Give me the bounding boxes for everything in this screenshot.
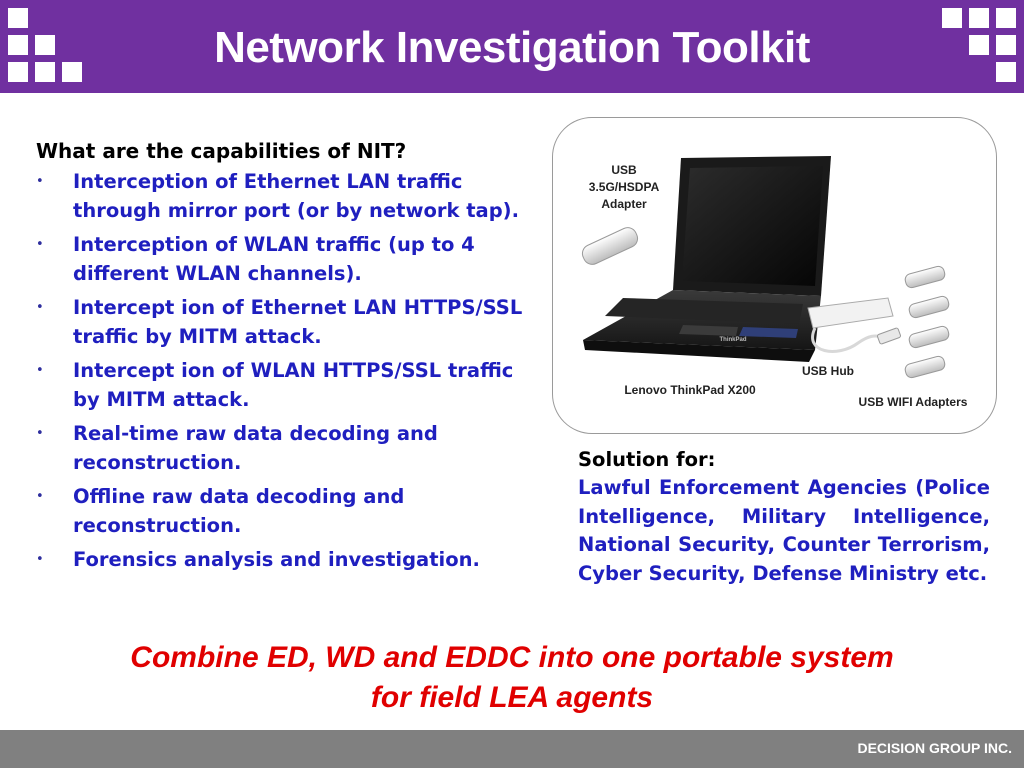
capability-text: Forensics analysis and investigation. — [73, 548, 480, 571]
capabilities-list — [36, 168, 536, 575]
bullet-icon: • — [36, 489, 44, 504]
bullet-icon: • — [36, 300, 44, 315]
usb-adapter-label — [569, 162, 679, 213]
usb-wifi-label: USB WIFI Adapters — [858, 395, 968, 409]
tagline — [0, 638, 1024, 718]
tagline-line: for field LEA agents — [370, 681, 654, 714]
list-item — [36, 546, 536, 575]
list-item — [36, 168, 536, 225]
solution-text: Lawful Enforcement Agencies (Police Intelligence, Military Intelligence, National Security, Counter Terrorism, Cyber Security, Defense Ministry etc. — [578, 476, 990, 585]
bullet-icon: • — [36, 552, 44, 567]
solution-section — [578, 446, 990, 588]
keyboard-brand-label: ThinkPad — [719, 337, 747, 343]
bullet-icon: • — [36, 237, 44, 252]
tagline-line: Combine ED, WD and EDDC into one portable system — [130, 641, 894, 674]
laptop-label: Lenovo ThinkPad X200 — [624, 383, 756, 397]
list-item — [36, 357, 536, 414]
bullet-icon: • — [36, 174, 44, 189]
capabilities-question: What are the capabilities of NIT? — [36, 139, 407, 163]
capabilities-section — [36, 136, 536, 581]
capability-text: Intercept ion of WLAN HTTPS/SSL traffic by MITM attack. — [73, 359, 514, 411]
bullet-icon: • — [36, 426, 44, 441]
capability-text: Intercept ion of Ethernet LAN HTTPS/SSL traffic by MITM attack. — [73, 296, 523, 348]
usb-adapter-label-line: 3.5G/HSDPA — [588, 180, 660, 194]
decorative-squares-right — [934, 0, 1024, 93]
usb-hub-label: USB Hub — [802, 364, 854, 378]
usb-hub-icon — [808, 298, 901, 351]
usb-wifi-adapters-icon — [904, 265, 950, 379]
capability-text: Interception of WLAN traffic (up to 4 different WLAN channels). — [73, 233, 475, 285]
usb-adapter-label-line: USB — [611, 163, 637, 177]
capability-text: Interception of Ethernet LAN traffic through mirror port (or by network tap). — [73, 170, 519, 222]
bullet-icon: • — [36, 363, 44, 378]
footer-bar — [0, 730, 1024, 768]
usb-adapter-label-line: Adapter — [601, 197, 647, 211]
capability-text: Offline raw data decoding and reconstruction. — [73, 485, 405, 537]
list-item — [36, 294, 536, 351]
solution-heading: Solution for: — [578, 448, 716, 471]
header-bar — [0, 0, 1024, 93]
slide-title: Network Investigation Toolkit — [214, 23, 810, 72]
list-item — [36, 483, 536, 540]
list-item — [36, 231, 536, 288]
list-item — [36, 420, 536, 477]
company-name: DECISION GROUP INC. — [857, 740, 1012, 756]
capability-text: Real-time raw data decoding and reconstruction. — [73, 422, 438, 474]
product-photo — [552, 117, 997, 434]
usb-3g-adapter-icon — [579, 225, 640, 268]
